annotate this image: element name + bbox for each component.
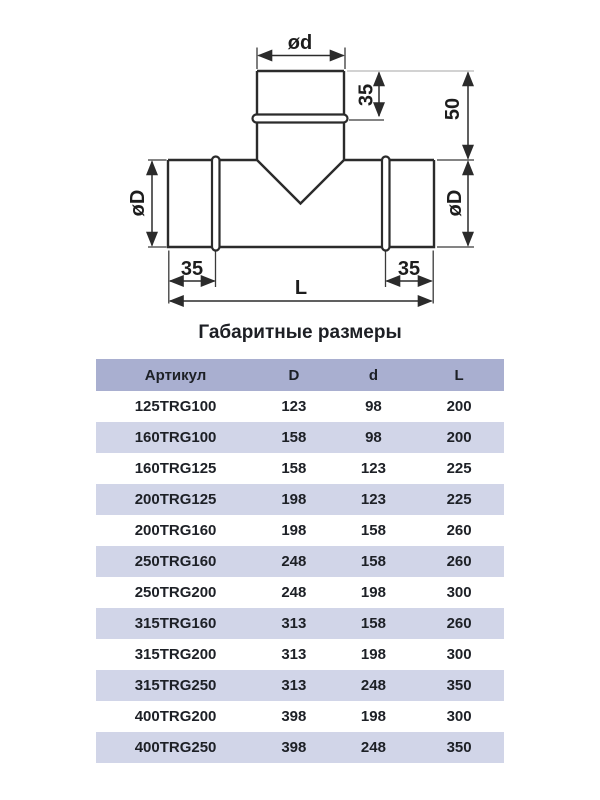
table-row <box>96 670 504 701</box>
table-cell-d: 158 <box>360 522 386 539</box>
dim-label-end-left: 35 <box>180 258 204 280</box>
table-cell-D: 158 <box>281 429 307 446</box>
table-cell-d: 158 <box>360 615 386 632</box>
table-cell-article: 160TRG125 <box>134 460 217 477</box>
table-cell-article: 125TRG100 <box>134 398 217 415</box>
table-row <box>96 608 504 639</box>
table-cell-L: 350 <box>446 739 472 756</box>
dim-label-branch-total-height: 50 <box>442 97 464 121</box>
table-cell-L: 260 <box>446 615 472 632</box>
table-cell-D: 313 <box>281 615 307 632</box>
col-header-D: D <box>255 359 333 391</box>
table-cell-d: 98 <box>365 429 382 446</box>
table-cell-D: 123 <box>281 398 307 415</box>
left-pipe-seam-bead <box>212 157 220 251</box>
dim-label-main-diameter-right: øD <box>444 189 466 217</box>
table-cell-D: 313 <box>281 646 307 663</box>
tee-technical-drawing <box>0 0 600 308</box>
table-header-row <box>96 359 504 391</box>
table-row <box>96 391 504 422</box>
table-title: Габаритные размеры <box>198 322 402 343</box>
dim-label-branch-insert-depth: 35 <box>355 83 378 107</box>
dim-label-branch-diameter: ød <box>287 32 313 54</box>
table-cell-L: 300 <box>446 584 472 601</box>
right-pipe-seam-bead <box>382 157 390 251</box>
col-header-article: Артикул <box>96 359 255 391</box>
table-cell-article: 160TRG100 <box>134 429 217 446</box>
table-cell-d: 158 <box>360 553 386 570</box>
table-cell-d: 248 <box>360 739 386 756</box>
table-cell-D: 248 <box>281 553 307 570</box>
dim-label-total-length: L <box>294 277 308 299</box>
table-cell-D: 198 <box>281 522 307 539</box>
dim-label-main-diameter-left: øD <box>127 189 149 217</box>
table-cell-L: 225 <box>446 460 472 477</box>
table-cell-L: 260 <box>446 522 472 539</box>
table-cell-L: 300 <box>446 708 472 725</box>
dim-label-end-right: 35 <box>397 258 421 280</box>
table-cell-L: 225 <box>446 491 472 508</box>
table-cell-article: 200TRG160 <box>134 522 217 539</box>
table-row <box>96 577 504 608</box>
table-cell-L: 260 <box>446 553 472 570</box>
tee-body-outline <box>168 71 434 251</box>
table-cell-d: 248 <box>360 677 386 694</box>
table-row <box>96 515 504 546</box>
table-cell-d: 198 <box>360 584 386 601</box>
table-row <box>96 732 504 763</box>
table-cell-D: 158 <box>281 460 307 477</box>
table-cell-D: 198 <box>281 491 307 508</box>
table-cell-D: 398 <box>281 739 307 756</box>
table-cell-D: 248 <box>281 584 307 601</box>
table-row <box>96 453 504 484</box>
table-cell-article: 400TRG250 <box>134 739 217 756</box>
table-cell-d: 98 <box>365 398 382 415</box>
table-cell-d: 123 <box>360 491 386 508</box>
table-cell-d: 123 <box>360 460 386 477</box>
table-cell-d: 198 <box>360 646 386 663</box>
table-cell-D: 313 <box>281 677 307 694</box>
table-cell-article: 200TRG125 <box>134 491 217 508</box>
table-body <box>96 391 504 763</box>
table-row <box>96 422 504 453</box>
table-cell-article: 400TRG200 <box>134 708 217 725</box>
branch-seam-bead <box>253 115 348 123</box>
table-cell-L: 200 <box>446 398 472 415</box>
table-row <box>96 701 504 732</box>
table-cell-d: 198 <box>360 708 386 725</box>
table-cell-article: 315TRG250 <box>134 677 217 694</box>
table-cell-article: 250TRG200 <box>134 584 217 601</box>
table-cell-L: 350 <box>446 677 472 694</box>
table-cell-L: 200 <box>446 429 472 446</box>
table-cell-article: 315TRG200 <box>134 646 217 663</box>
dimensions-table <box>96 359 504 763</box>
table-cell-D: 398 <box>281 708 307 725</box>
table-cell-L: 300 <box>446 646 472 663</box>
table-cell-article: 315TRG160 <box>134 615 217 632</box>
table-cell-article: 250TRG160 <box>134 553 217 570</box>
table-row <box>96 639 504 670</box>
table-row <box>96 546 504 577</box>
tee-drawing-svg <box>0 0 600 308</box>
table-row <box>96 484 504 515</box>
col-header-d: d <box>333 359 415 391</box>
col-header-L: L <box>414 359 504 391</box>
